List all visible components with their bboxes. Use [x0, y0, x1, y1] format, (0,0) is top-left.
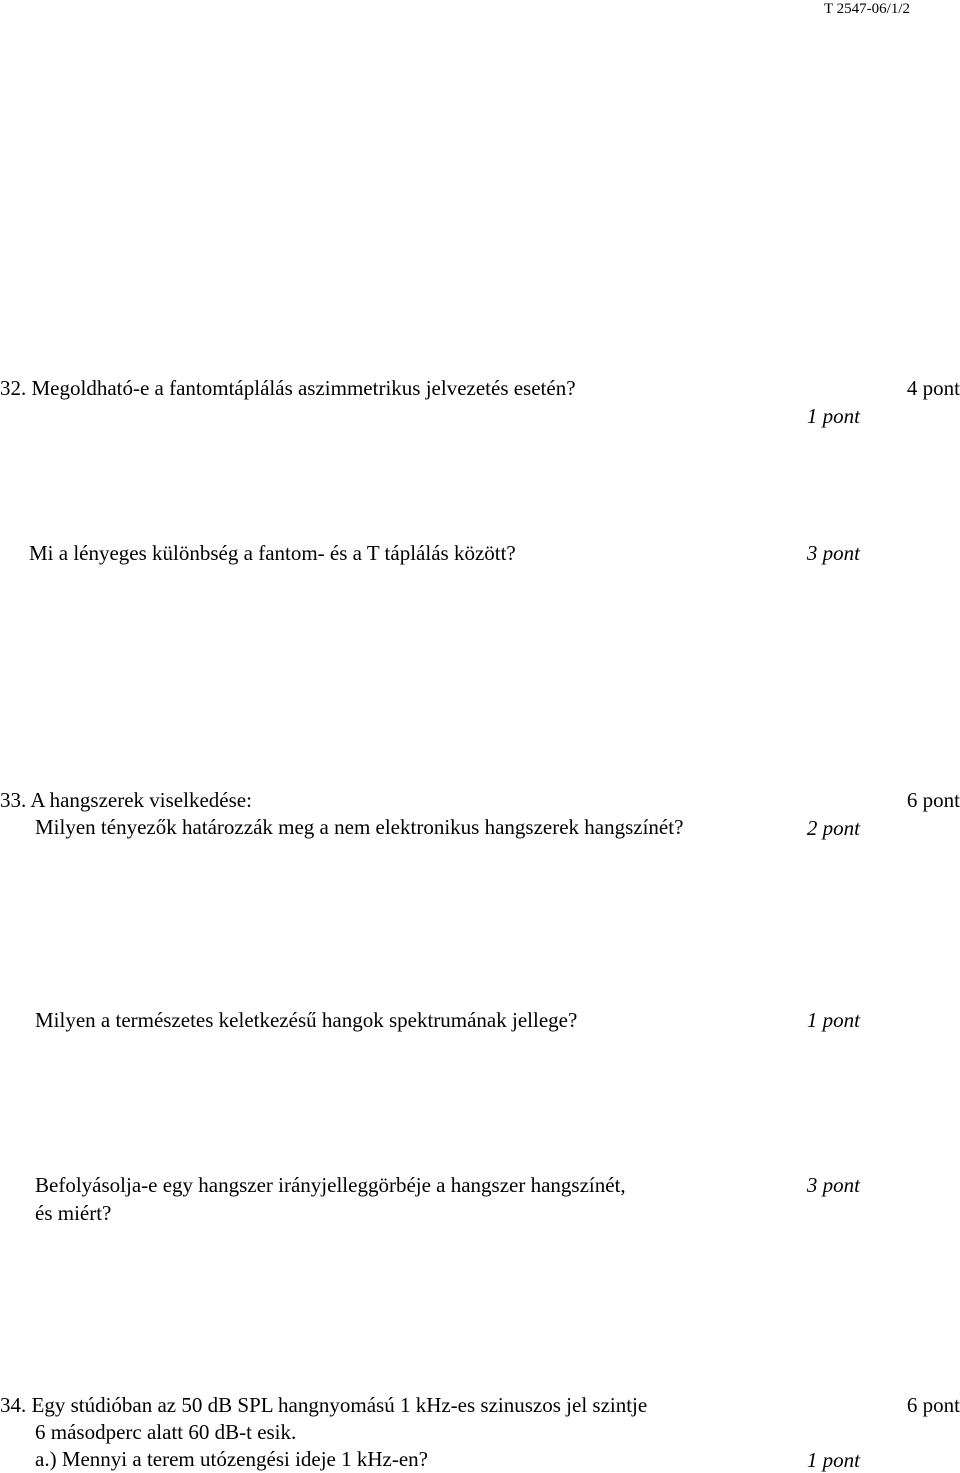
- q34-total-points: 6 pont: [906, 1393, 960, 1417]
- q32-part1-points: 1 pont: [806, 404, 860, 428]
- document-code: T 2547-06/1/2: [824, 1, 910, 17]
- q34-part-a-text: a.) Mennyi a terem utózengési ideje 1 kHz-en?: [35, 1447, 429, 1471]
- q32-total-points: 4 pont: [906, 376, 960, 400]
- q33-part1-text: Milyen tényezők határozzák meg a nem elektronikus hangszerek hangszínét?: [35, 815, 684, 839]
- q34-title-line2: 6 másodperc alatt 60 dB-t esik.: [35, 1420, 297, 1444]
- q34-title-line1: 34. Egy stúdióban az 50 dB SPL hangnyomású 1 kHz-es szinuszos jel szintje: [0, 1393, 648, 1417]
- q32-title: 32. Megoldható-e a fantomtáplálás aszimmetrikus jelvezetés esetén?: [0, 376, 576, 400]
- q33-part2-text: Milyen a természetes keletkezésű hangok spektrumának jellege?: [35, 1008, 578, 1032]
- q33-part3-text-line1: Befolyásolja-e egy hangszer irányjelleggörbéje a hangszer hangszínét,: [35, 1173, 626, 1197]
- q34-part-a-points: 1 pont: [806, 1448, 860, 1472]
- q32-part2-points: 3 pont: [806, 541, 860, 565]
- q32-part2-text: Mi a lényeges különbség a fantom- és a T táplálás között?: [29, 541, 516, 565]
- q33-part2-points: 1 pont: [806, 1008, 860, 1032]
- q33-part1-points: 2 pont: [806, 816, 860, 840]
- q33-title: 33. A hangszerek viselkedése:: [0, 788, 252, 812]
- q33-part3-points: 3 pont: [806, 1173, 860, 1197]
- q33-part3-text-line2: és miért?: [35, 1201, 112, 1225]
- q33-total-points: 6 pont: [906, 788, 960, 812]
